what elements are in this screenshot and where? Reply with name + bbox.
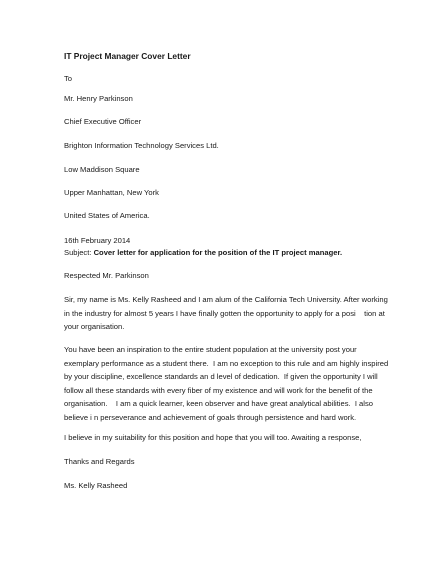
paragraph-line: exemplary performance as a student there. I am no exception to this rule and am highly inspired	[64, 358, 389, 368]
recipient-city: Upper Manhattan, New York	[64, 188, 159, 197]
paragraph-line: in the industry for almost 5 years I have finally gotten the opportunity to apply for a posi tion at	[64, 308, 385, 318]
paragraph-1	[64, 293, 400, 334]
paragraph-line: by your discipline, excellence standards an d level of dedication. If given the opportunity I will	[64, 372, 378, 381]
paragraph-3: I believe in my suitability for this position and hope that you will too. Awaiting a response,	[64, 433, 362, 442]
document-title: IT Project Manager Cover Letter	[64, 51, 191, 61]
paragraph-line: organisation. I am a quick learner, keen observer and have great analytical abilities. I also	[64, 399, 373, 408]
letter-date: 16th February 2014	[64, 236, 131, 245]
salutation: Respected Mr. Parkinson	[64, 271, 149, 280]
paragraph-line: believe i n perseverance and achievement of goals through persistence and hard work.	[64, 412, 357, 422]
paragraph-line: Sir, my name is Ms. Kelly Rasheed and I am alum of the California Tech University. After working	[64, 295, 388, 304]
to-label: To	[64, 74, 73, 83]
closing: Thanks and Regards	[64, 457, 135, 466]
subject-line	[64, 248, 342, 258]
paragraph-line: follow all these standards with every fiber of my existence and will work for the benefit of the	[64, 385, 373, 395]
subject-label: Subject:	[64, 248, 92, 257]
paragraph-2	[64, 343, 400, 424]
subject-text: Cover letter for application for the position of the IT project manager.	[93, 248, 343, 257]
recipient-position: Chief Executive Officer	[64, 117, 142, 126]
recipient-street: Low Maddison Square	[64, 165, 140, 174]
paragraph-line: You have been an inspiration to the entire student population at the university post your	[64, 345, 357, 354]
paragraph-line: your organisation.	[64, 322, 125, 331]
recipient-name: Mr. Henry Parkinson	[64, 94, 133, 103]
recipient-country: United States of America.	[64, 211, 150, 220]
signature: Ms. Kelly Rasheed	[64, 481, 128, 490]
recipient-company: Brighton Information Technology Services Ltd.	[64, 141, 219, 150]
